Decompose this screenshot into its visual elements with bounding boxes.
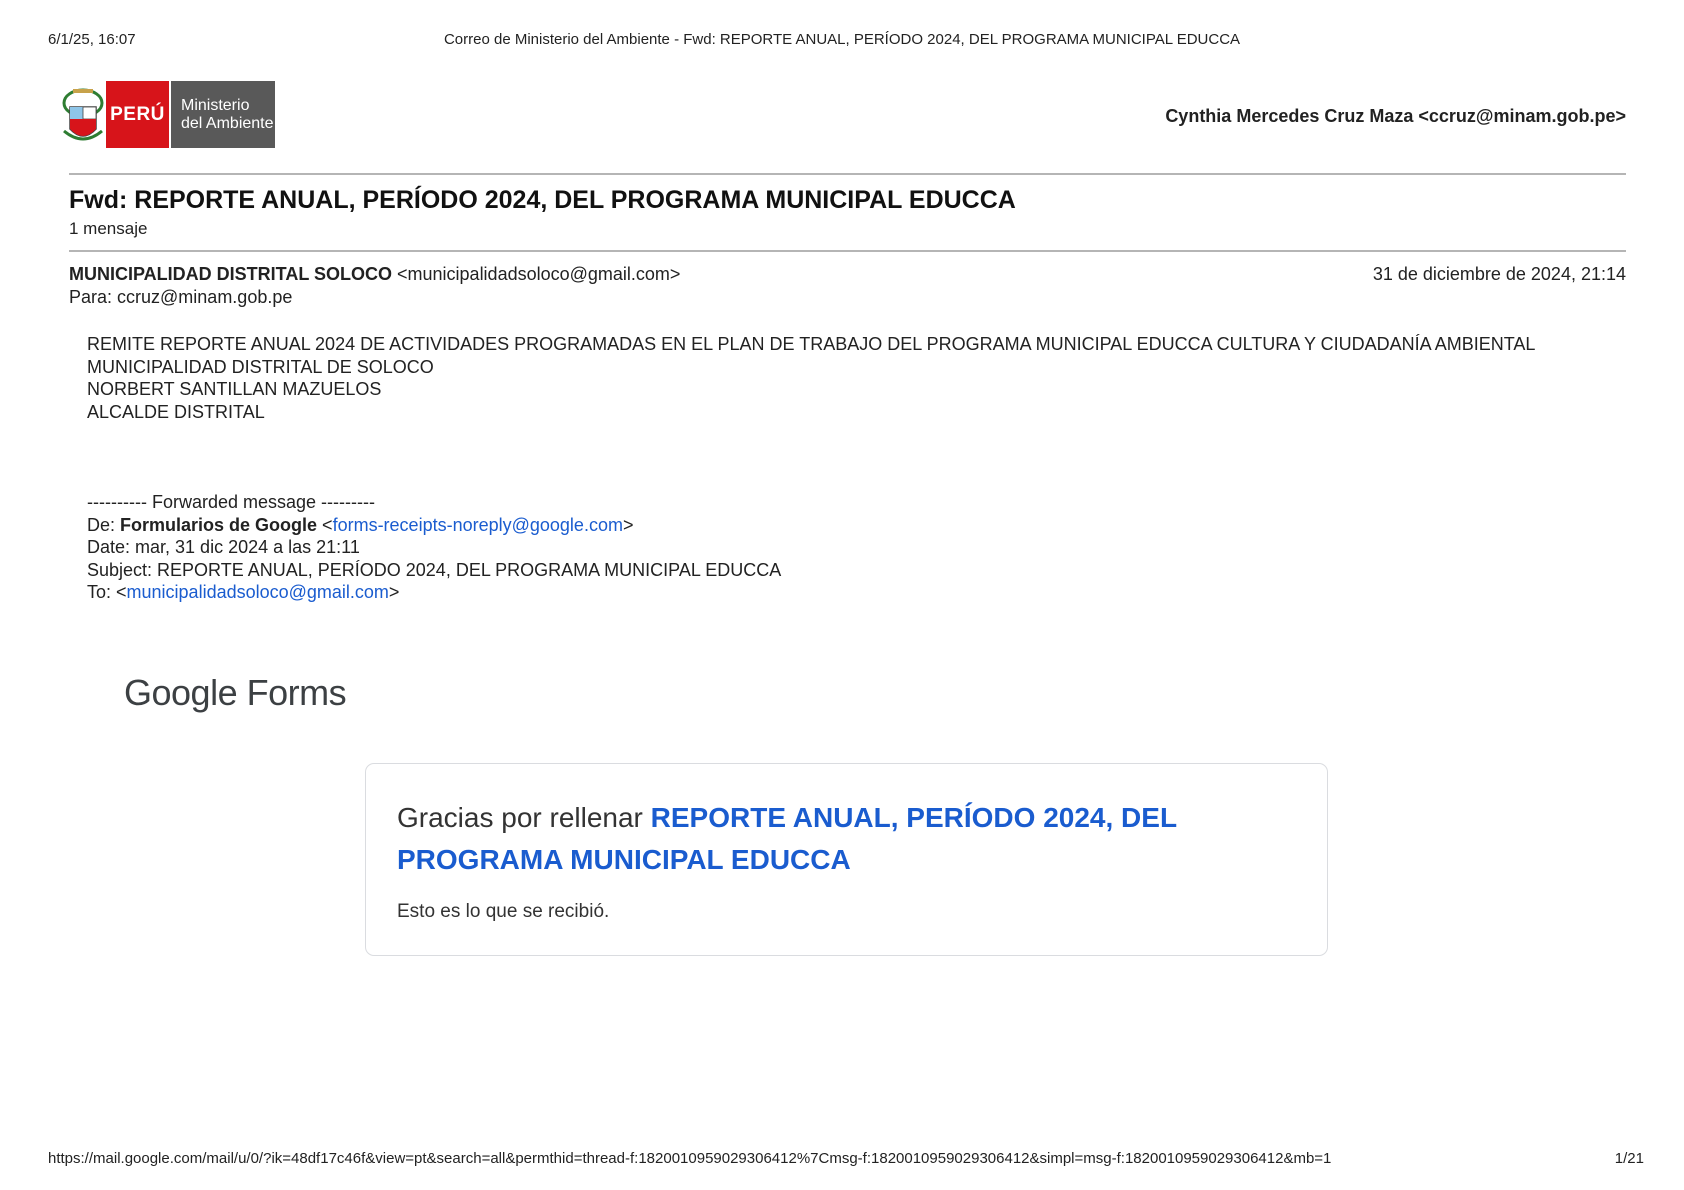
forwarded-date: Date: mar, 31 dic 2024 a las 21:11 [87, 537, 360, 557]
message-body [87, 333, 1607, 423]
form-title-link[interactable]: REPORTE ANUAL, PERÍODO 2024, DEL PROGRAMA MUNICIPAL EDUCCA [397, 802, 1177, 875]
print-url: https://mail.google.com/mail/u/0/?ik=48df17c46f&view=pt&search=all&permthid=thread-f:1820010959029306412%7Cmsg-f:1820010959029306412&simpl=msg-f:1820010959029306412&mb=1 [48, 1150, 1332, 1167]
forms-wordmark: Forms [237, 672, 347, 713]
confirmation-title [397, 797, 1297, 881]
ministry-name-line2: del Ambiente [181, 114, 274, 132]
from-email-link[interactable]: forms-receipts-noreply@google.com [332, 514, 623, 535]
forwarded-from: De: Formularios de Google <forms-receipts-noreply@google.com> [87, 514, 634, 535]
divider [69, 250, 1626, 252]
forwarded-separator: ---------- Forwarded message --------- [87, 492, 375, 512]
from-label: De: [87, 514, 121, 535]
message-date: 31 de diciembre de 2024, 21:14 [1372, 264, 1626, 284]
account-name: Cynthia Mercedes Cruz Maza <ccruz@minam.gob.pe> [1165, 106, 1626, 126]
body-line: NORBERT SANTILLAN MAZUELOS [87, 379, 382, 399]
thread-subject: Fwd: REPORTE ANUAL, PERÍODO 2024, DEL PROGRAMA MUNICIPAL EDUCCA [69, 186, 1016, 214]
divider [69, 173, 1626, 175]
peru-coat-of-arms-icon [60, 81, 106, 148]
ministry-name-line1: Ministerio [181, 96, 250, 114]
confirmation-prefix: Gracias por rellenar [397, 802, 651, 833]
body-line: MUNICIPALIDAD DISTRITAL DE SOLOCO [87, 356, 434, 377]
ministry-logo [60, 81, 275, 148]
to-label: To: [87, 582, 117, 602]
page-number: 1/21 [1614, 1150, 1644, 1167]
confirmation-subtext: Esto es lo que se recibió. [397, 901, 610, 922]
ministry-name [169, 81, 275, 148]
print-datetime: 6/1/25, 16:07 [48, 31, 136, 48]
message-recipient: Para: ccruz@minam.gob.pe [69, 287, 293, 307]
forwarded-to: To: <municipalidadsoloco@gmail.com> [87, 582, 400, 602]
forwarded-header [87, 491, 781, 604]
body-line: REMITE REPORTE ANUAL 2024 DE ACTIVIDADES PROGRAMADAS EN EL PLAN DE TRABAJO DEL PROGRAMA MUNICIPAL EDUCCA CULTURA Y CIUDADANÍA AMBIENTAL [87, 334, 1536, 354]
sender-email: <municipalidadsoloco@gmail.com> [397, 264, 681, 284]
peru-label: PERÚ [106, 81, 169, 148]
google-wordmark: Google [124, 672, 238, 713]
print-page-title: Correo de Ministerio del Ambiente - Fwd: REPORTE ANUAL, PERÍODO 2024, DEL PROGRAMA MUNICIPAL EDUCCA [443, 31, 1241, 48]
sender-name: MUNICIPALIDAD DISTRITAL SOLOCO [69, 264, 392, 284]
forwarded-subject: Subject: REPORTE ANUAL, PERÍODO 2024, DEL PROGRAMA MUNICIPAL EDUCCA [87, 559, 782, 580]
message-count: 1 mensaje [69, 219, 148, 238]
from-name: Formularios de Google [120, 514, 318, 535]
to-email-link[interactable]: municipalidadsoloco@gmail.com [126, 582, 389, 602]
message-sender [69, 264, 680, 285]
body-line: ALCALDE DISTRITAL [87, 401, 265, 422]
google-forms-logo [124, 672, 346, 714]
